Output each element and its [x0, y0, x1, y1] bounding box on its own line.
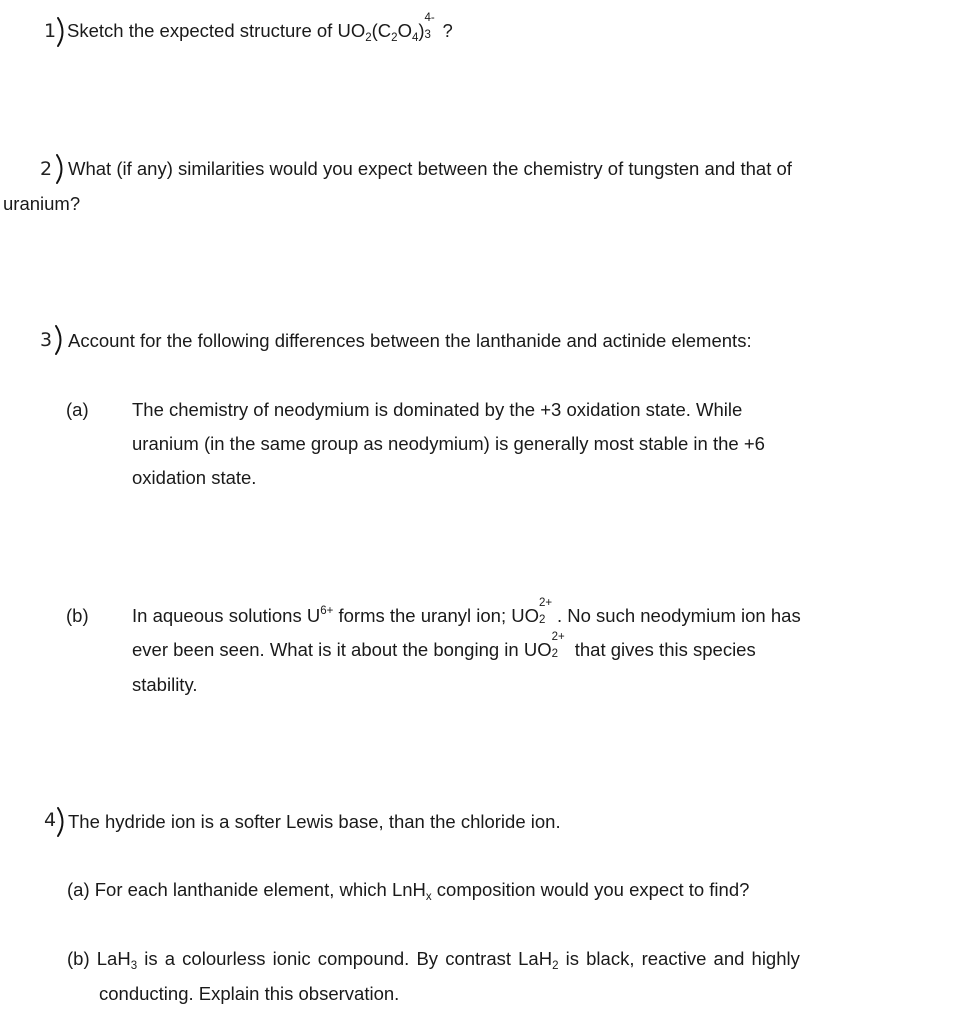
- question-3b-label: (b): [66, 605, 89, 626]
- question-4a: (a) For each lanthanide element, which LnH$_x$ composition would you expect to find?: [67, 879, 750, 903]
- question-4b-line-2: conducting. Explain this observation.: [99, 983, 400, 1004]
- question-4b-line-1: (b) LaH$_3$ is a colourless ionic compound. By contrast LaH$_2$ is black, reactive and highly: [67, 948, 800, 972]
- question-2-line-1: What (if any) similarities would you expect between the chemistry of tungsten and that of: [68, 158, 792, 179]
- question-3a-line-2: uranium (in the same group as neodymium) is generally most stable in the +6: [132, 433, 765, 454]
- question-1-text: Sketch the expected structure of $UO_2(C_2O_4)$ 4- 3 ?: [67, 12, 453, 44]
- question-3a-line-3: oxidation state.: [132, 467, 257, 488]
- question-1-number: 1: [44, 20, 57, 42]
- question-3a-label: (a): [66, 399, 89, 420]
- handwritten-paren-icon: [53, 324, 67, 356]
- handwritten-paren-icon: [55, 806, 69, 838]
- handwritten-paren-icon: [54, 153, 68, 185]
- question-3b-line-1: In aqueous solutions $U^{6+}$ forms the uranyl ion; UO 2+ 2 . No such neodymium ion has: [132, 597, 801, 626]
- question-4-intro: The hydride ion is a softer Lewis base, than the chloride ion.: [68, 811, 561, 832]
- question-3-intro: Account for the following differences between the lanthanide and actinide elements:: [68, 330, 752, 351]
- question-3-number: 3: [40, 329, 53, 351]
- question-4-number: 4: [44, 809, 57, 831]
- question-2-line-2: uranium?: [3, 193, 81, 214]
- question-3a-line-1: The chemistry of neodymium is dominated by the +3 oxidation state. While: [132, 399, 743, 420]
- question-2-number: 2: [40, 158, 53, 180]
- question-3b-line-3: stability.: [132, 674, 198, 695]
- question-3b-line-2: ever been seen. What is it about the bonging in UO 2+ 2 that gives this species: [132, 631, 756, 660]
